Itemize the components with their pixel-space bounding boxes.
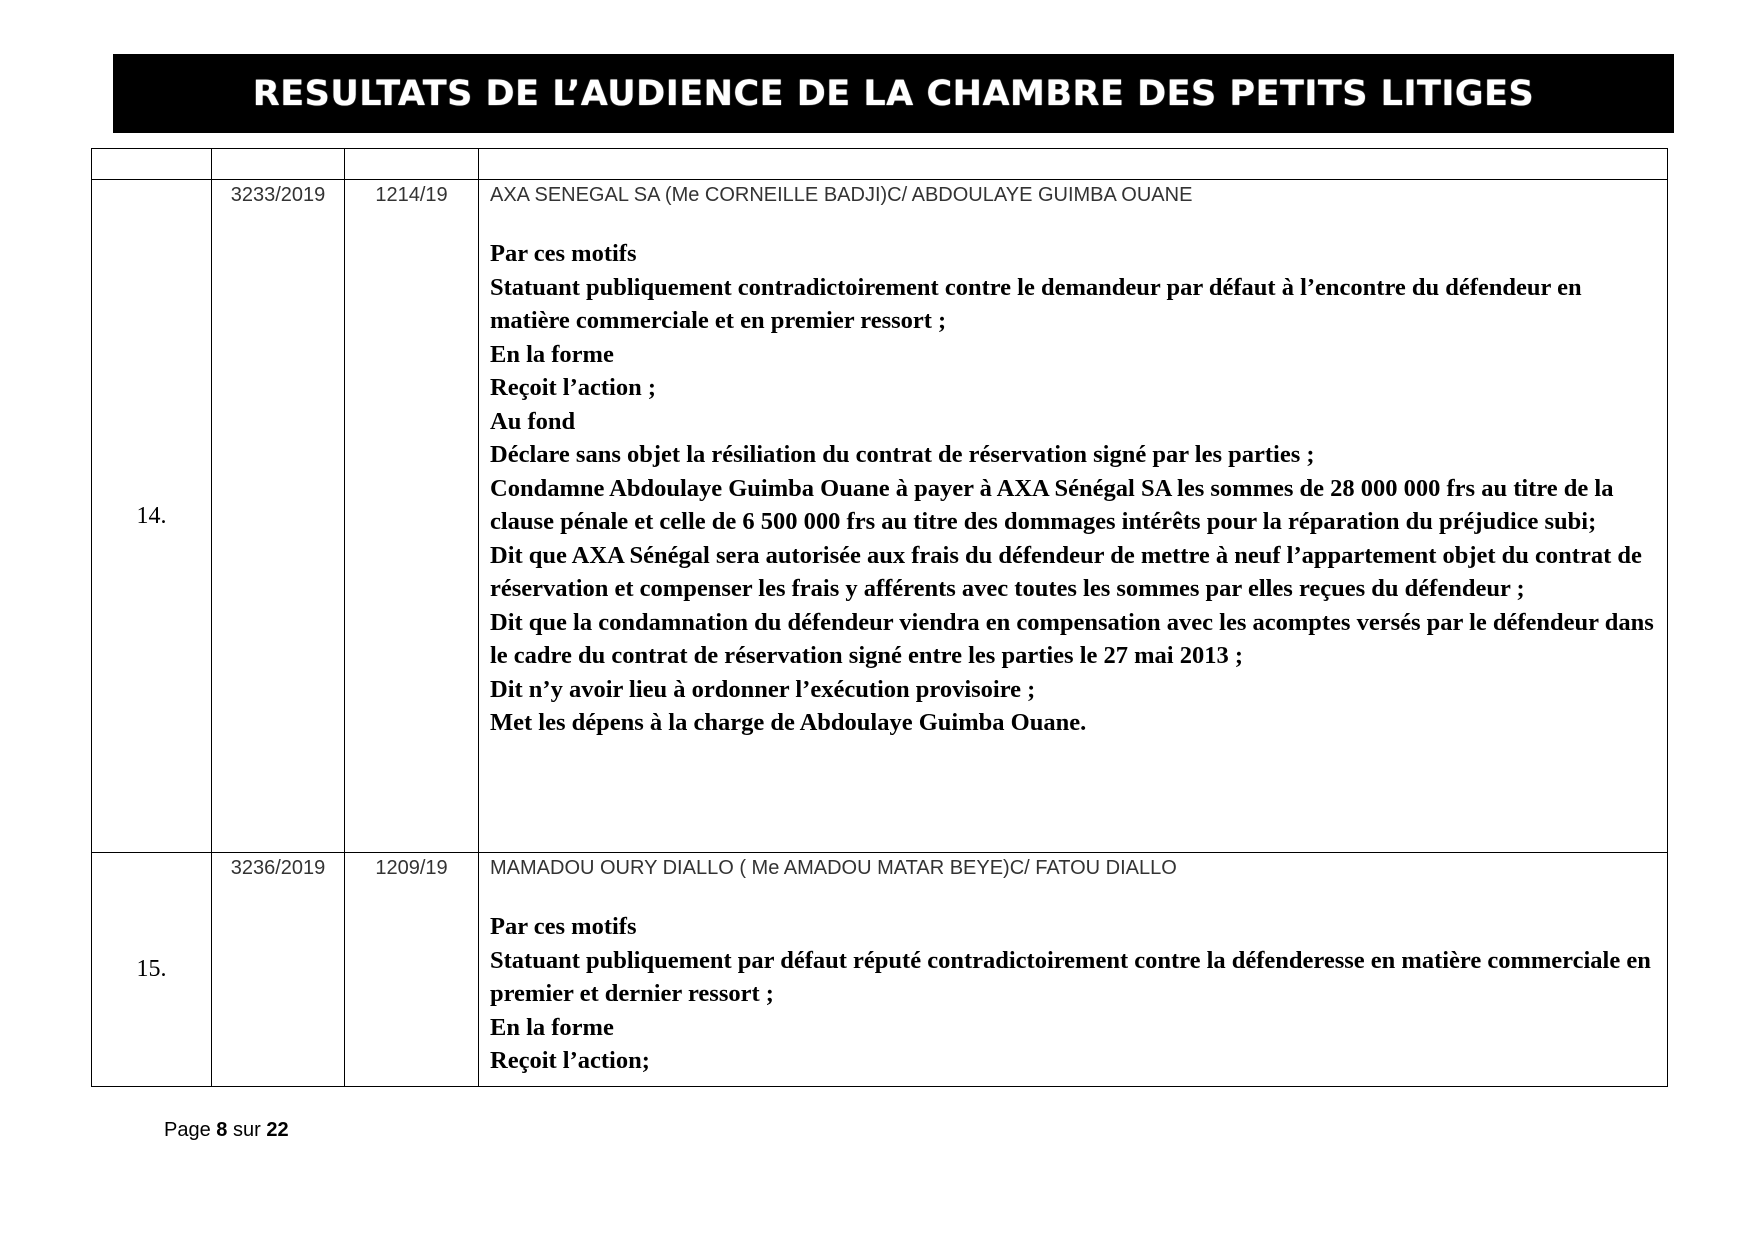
case-decision: [479, 237, 1667, 740]
docket-cell: [212, 853, 345, 1087]
page-of-label: sur: [232, 1119, 261, 1141]
table-row: [92, 853, 1668, 1087]
case-content-cell: [479, 853, 1668, 1087]
header-cell: [92, 149, 212, 180]
header-banner: [113, 54, 1674, 133]
decision-line: Dit que AXA Sénégal sera autorisée aux frais du défendeur de mettre à neuf l’appartement objet du contrat de réservation et compenser les frais y afférents avec toutes les sommes par elles reçues du défendeur ;: [490, 541, 1642, 602]
decision-line: En la forme: [490, 1013, 614, 1041]
decision-line: Dit que la condamnation du défendeur viendra en compensation avec les acomptes versés par le défendeur dans le cadre du contrat de réservation signé entre les parties le 27 mai 2013 ;: [490, 608, 1654, 669]
decision-line: Statuant publiquement contradictoirement contre le demandeur par défaut à l’encontre du défendeur en matière commerciale et en premier ressort ;: [490, 273, 1582, 334]
header-cell: [345, 149, 479, 180]
decision-line: Par ces motifs: [490, 913, 637, 940]
case-parties: AXA SENEGAL SA (Me CORNEILLE BADJI)C/ ABDOULAYE GUIMBA OUANE: [490, 184, 1193, 206]
docket-cell: [212, 180, 345, 853]
table-header-row: [92, 149, 1668, 180]
results-table: [91, 148, 1668, 1087]
decision-line: Déclare sans objet la résiliation du contrat de réservation signé par les parties ;: [490, 441, 1315, 468]
case-decision: [479, 910, 1667, 1078]
decision-line: Au fond: [490, 407, 576, 435]
case-docket: 3236/2019: [230, 857, 326, 879]
header-cell: [212, 149, 345, 180]
case-ref: 1209/19: [375, 857, 448, 879]
decision-line: En la forme: [490, 340, 614, 368]
decision-line: Par ces motifs: [490, 240, 637, 267]
table-row: [92, 180, 1668, 853]
case-content-cell: [479, 180, 1668, 853]
decision-line: Reçoit l’action ;: [490, 374, 656, 401]
decision-line: Dit n’y avoir lieu à ordonner l’exécution provisoire ;: [490, 675, 1036, 703]
decision-line: Condamne Abdoulaye Guimba Ouane à payer à AXA Sénégal SA les sommes de 28 000 000 frs au titre de la clause pénale et celle de 6 500 000 frs au titre des dommages intérêts pour la réparation du préjudice subi;: [490, 474, 1614, 535]
case-number: 14.: [92, 180, 212, 853]
header-cell: [479, 149, 1668, 180]
case-parties: MAMADOU OURY DIALLO ( Me AMADOU MATAR BEYE)C/ FATOU DIALLO: [490, 857, 1177, 879]
decision-line: Met les dépens à la charge de Abdoulaye Guimba Ouane.: [490, 709, 1087, 736]
decision-line: Statuant publiquement par défaut réputé contradictoirement contre la défenderesse en matière commerciale en premier et dernier ressort ;: [490, 946, 1651, 1007]
decision-line: Reçoit l’action;: [490, 1047, 650, 1074]
page-total: 22: [266, 1119, 289, 1141]
case-ref: 1214/19: [375, 184, 448, 206]
page-footer: [164, 1119, 289, 1142]
case-number: 15.: [92, 853, 212, 1087]
case-docket: 3233/2019: [230, 184, 326, 206]
ref-cell: [345, 180, 479, 853]
page-label: Page: [164, 1119, 211, 1141]
page-title: RESULTATS DE L’AUDIENCE DE LA CHAMBRE DES PETITS LITIGES: [252, 73, 1535, 114]
page-current: 8: [216, 1119, 228, 1141]
ref-cell: [345, 853, 479, 1087]
